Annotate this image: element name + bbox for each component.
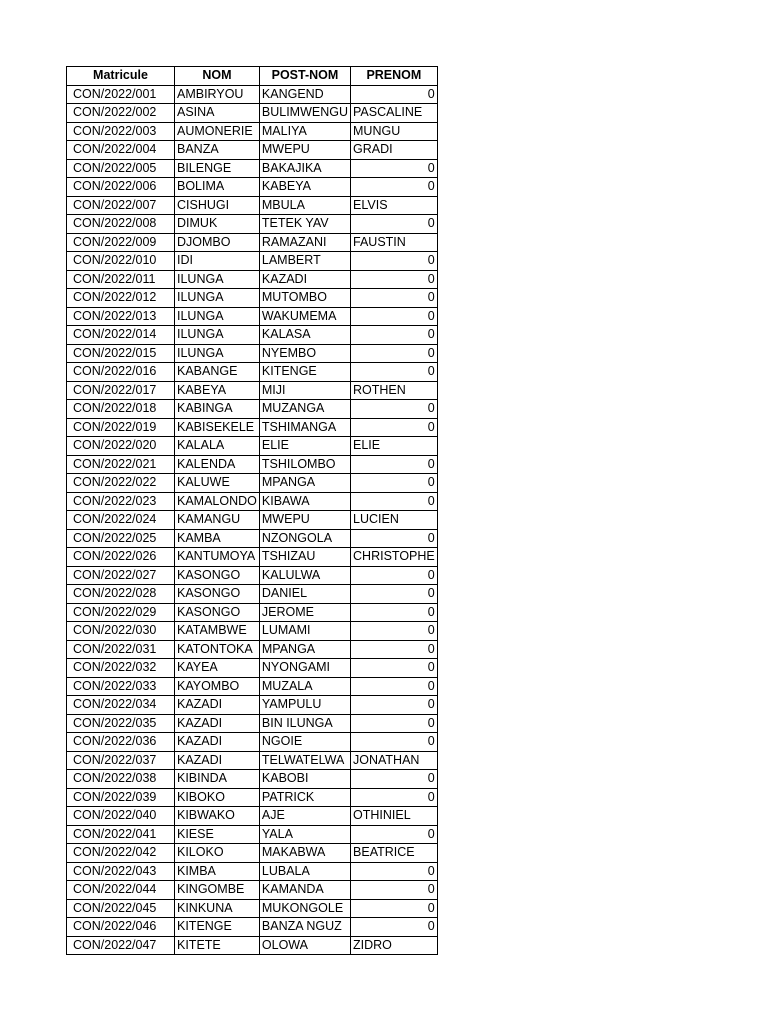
cell-matricule: CON/2022/028 — [67, 585, 175, 604]
cell-prenom: 0 — [351, 788, 438, 807]
cell-prenom: 0 — [351, 881, 438, 900]
cell-post-nom: MPANGA — [259, 640, 350, 659]
cell-nom: ILUNGA — [175, 307, 260, 326]
table-row — [67, 640, 438, 659]
cell-post-nom: RAMAZANI — [259, 233, 350, 252]
cell-nom: KANTUMOYA — [175, 548, 260, 567]
table-row — [67, 233, 438, 252]
cell-nom: ILUNGA — [175, 326, 260, 345]
table-row — [67, 141, 438, 160]
cell-prenom: CHRISTOPHE — [351, 548, 438, 567]
table-row — [67, 622, 438, 641]
table-row — [67, 289, 438, 308]
cell-prenom: 0 — [351, 696, 438, 715]
cell-matricule: CON/2022/020 — [67, 437, 175, 456]
cell-prenom: GRADI — [351, 141, 438, 160]
cell-post-nom: PATRICK — [259, 788, 350, 807]
cell-post-nom: KALULWA — [259, 566, 350, 585]
cell-prenom: 0 — [351, 252, 438, 271]
cell-nom: KAYEA — [175, 659, 260, 678]
cell-matricule: CON/2022/041 — [67, 825, 175, 844]
cell-nom: KAZADI — [175, 733, 260, 752]
cell-matricule: CON/2022/023 — [67, 492, 175, 511]
cell-post-nom: LAMBERT — [259, 252, 350, 271]
cell-post-nom: BAKAJIKA — [259, 159, 350, 178]
cell-prenom: LUCIEN — [351, 511, 438, 530]
table-row — [67, 307, 438, 326]
cell-prenom: BEATRICE — [351, 844, 438, 863]
cell-prenom: 0 — [351, 270, 438, 289]
cell-matricule: CON/2022/018 — [67, 400, 175, 419]
table-row — [67, 326, 438, 345]
roster-table — [66, 66, 438, 955]
table-row — [67, 548, 438, 567]
cell-prenom: 0 — [351, 733, 438, 752]
cell-post-nom: DANIEL — [259, 585, 350, 604]
cell-nom: KAZADI — [175, 714, 260, 733]
table-row — [67, 825, 438, 844]
cell-prenom: 0 — [351, 899, 438, 918]
cell-matricule: CON/2022/003 — [67, 122, 175, 141]
table-row — [67, 770, 438, 789]
table-row — [67, 585, 438, 604]
cell-post-nom: NZONGOLA — [259, 529, 350, 548]
cell-nom: DJOMBO — [175, 233, 260, 252]
cell-matricule: CON/2022/016 — [67, 363, 175, 382]
table-row — [67, 677, 438, 696]
cell-post-nom: WAKUMEMA — [259, 307, 350, 326]
cell-prenom: 0 — [351, 492, 438, 511]
cell-post-nom: MUZALA — [259, 677, 350, 696]
cell-matricule: CON/2022/019 — [67, 418, 175, 437]
cell-nom: ILUNGA — [175, 289, 260, 308]
cell-matricule: CON/2022/014 — [67, 326, 175, 345]
table-row — [67, 381, 438, 400]
cell-matricule: CON/2022/031 — [67, 640, 175, 659]
cell-nom: KATAMBWE — [175, 622, 260, 641]
header-nom: NOM — [175, 67, 260, 86]
table-header — [67, 67, 438, 86]
cell-nom: ILUNGA — [175, 270, 260, 289]
cell-post-nom: MUZANGA — [259, 400, 350, 419]
cell-matricule: CON/2022/006 — [67, 178, 175, 197]
cell-post-nom: MIJI — [259, 381, 350, 400]
header-matricule: Matricule — [67, 67, 175, 86]
table-row — [67, 122, 438, 141]
cell-prenom: 0 — [351, 529, 438, 548]
table-row — [67, 511, 438, 530]
cell-prenom: 0 — [351, 714, 438, 733]
cell-prenom: 0 — [351, 159, 438, 178]
cell-matricule: CON/2022/032 — [67, 659, 175, 678]
cell-prenom: 0 — [351, 585, 438, 604]
cell-post-nom: OLOWA — [259, 936, 350, 955]
cell-matricule: CON/2022/015 — [67, 344, 175, 363]
cell-post-nom: KABOBI — [259, 770, 350, 789]
cell-nom: ILUNGA — [175, 344, 260, 363]
cell-post-nom: TSHILOMBO — [259, 455, 350, 474]
cell-matricule: CON/2022/001 — [67, 85, 175, 104]
cell-nom: KABEYA — [175, 381, 260, 400]
cell-prenom: 0 — [351, 603, 438, 622]
cell-post-nom: KABEYA — [259, 178, 350, 197]
cell-prenom: 0 — [351, 455, 438, 474]
cell-matricule: CON/2022/021 — [67, 455, 175, 474]
cell-nom: BOLIMA — [175, 178, 260, 197]
table-row — [67, 733, 438, 752]
table-row — [67, 196, 438, 215]
cell-prenom: 0 — [351, 770, 438, 789]
cell-nom: KALUWE — [175, 474, 260, 493]
table-row — [67, 492, 438, 511]
cell-prenom: 0 — [351, 640, 438, 659]
cell-nom: KIBOKO — [175, 788, 260, 807]
cell-prenom: OTHINIEL — [351, 807, 438, 826]
cell-post-nom: JEROME — [259, 603, 350, 622]
cell-nom: KATONTOKA — [175, 640, 260, 659]
cell-post-nom: NYEMBO — [259, 344, 350, 363]
cell-matricule: CON/2022/039 — [67, 788, 175, 807]
cell-post-nom: TELWATELWA — [259, 751, 350, 770]
table-row — [67, 344, 438, 363]
cell-prenom: 0 — [351, 825, 438, 844]
header-row — [67, 67, 438, 86]
table-row — [67, 159, 438, 178]
cell-matricule: CON/2022/025 — [67, 529, 175, 548]
cell-matricule: CON/2022/004 — [67, 141, 175, 160]
cell-prenom: 0 — [351, 178, 438, 197]
cell-nom: KIBINDA — [175, 770, 260, 789]
cell-matricule: CON/2022/047 — [67, 936, 175, 955]
cell-post-nom: KITENGE — [259, 363, 350, 382]
cell-prenom: 0 — [351, 344, 438, 363]
table-row — [67, 252, 438, 271]
cell-post-nom: MPANGA — [259, 474, 350, 493]
cell-post-nom: TSHIMANGA — [259, 418, 350, 437]
cell-post-nom: BIN ILUNGA — [259, 714, 350, 733]
cell-matricule: CON/2022/036 — [67, 733, 175, 752]
cell-nom: KALENDA — [175, 455, 260, 474]
table-row — [67, 363, 438, 382]
cell-prenom: 0 — [351, 215, 438, 234]
cell-post-nom: MUTOMBO — [259, 289, 350, 308]
table-row — [67, 455, 438, 474]
cell-post-nom: MWEPU — [259, 141, 350, 160]
table-row — [67, 178, 438, 197]
table-row — [67, 918, 438, 937]
table-row — [67, 400, 438, 419]
table-row — [67, 714, 438, 733]
cell-prenom: 0 — [351, 85, 438, 104]
cell-nom: KABISEKELE — [175, 418, 260, 437]
cell-post-nom: MALIYA — [259, 122, 350, 141]
cell-matricule: CON/2022/009 — [67, 233, 175, 252]
cell-post-nom: NGOIE — [259, 733, 350, 752]
cell-prenom: 0 — [351, 474, 438, 493]
cell-prenom: PASCALINE — [351, 104, 438, 123]
table-row — [67, 104, 438, 123]
cell-prenom: 0 — [351, 400, 438, 419]
cell-nom: DIMUK — [175, 215, 260, 234]
cell-matricule: CON/2022/030 — [67, 622, 175, 641]
cell-post-nom: MAKABWA — [259, 844, 350, 863]
cell-nom: AMBIRYOU — [175, 85, 260, 104]
cell-matricule: CON/2022/005 — [67, 159, 175, 178]
table-row — [67, 418, 438, 437]
cell-post-nom: YALA — [259, 825, 350, 844]
table-row — [67, 215, 438, 234]
cell-post-nom: AJE — [259, 807, 350, 826]
cell-matricule: CON/2022/012 — [67, 289, 175, 308]
cell-nom: KASONGO — [175, 566, 260, 585]
cell-nom: KAMANGU — [175, 511, 260, 530]
cell-prenom: 0 — [351, 862, 438, 881]
cell-matricule: CON/2022/040 — [67, 807, 175, 826]
cell-nom: KITENGE — [175, 918, 260, 937]
cell-post-nom: BULIMWENGU — [259, 104, 350, 123]
cell-matricule: CON/2022/002 — [67, 104, 175, 123]
cell-prenom: 0 — [351, 659, 438, 678]
cell-matricule: CON/2022/010 — [67, 252, 175, 271]
cell-prenom: 0 — [351, 622, 438, 641]
cell-matricule: CON/2022/038 — [67, 770, 175, 789]
cell-post-nom: KAMANDA — [259, 881, 350, 900]
cell-matricule: CON/2022/022 — [67, 474, 175, 493]
cell-nom: KILOKO — [175, 844, 260, 863]
cell-matricule: CON/2022/046 — [67, 918, 175, 937]
cell-nom: KITETE — [175, 936, 260, 955]
cell-post-nom: KAZADI — [259, 270, 350, 289]
cell-nom: KASONGO — [175, 585, 260, 604]
cell-matricule: CON/2022/027 — [67, 566, 175, 585]
cell-post-nom: KIBAWA — [259, 492, 350, 511]
cell-post-nom: KANGEND — [259, 85, 350, 104]
cell-prenom: 0 — [351, 918, 438, 937]
table-row — [67, 862, 438, 881]
cell-nom: KINKUNA — [175, 899, 260, 918]
cell-post-nom: KALASA — [259, 326, 350, 345]
cell-post-nom: MWEPU — [259, 511, 350, 530]
cell-nom: IDI — [175, 252, 260, 271]
cell-matricule: CON/2022/029 — [67, 603, 175, 622]
cell-nom: KAMBA — [175, 529, 260, 548]
table-row — [67, 844, 438, 863]
cell-nom: KAZADI — [175, 696, 260, 715]
cell-prenom: 0 — [351, 363, 438, 382]
cell-matricule: CON/2022/017 — [67, 381, 175, 400]
cell-matricule: CON/2022/037 — [67, 751, 175, 770]
table-row — [67, 696, 438, 715]
cell-nom: KIBWAKO — [175, 807, 260, 826]
cell-prenom: JONATHAN — [351, 751, 438, 770]
cell-nom: KALALA — [175, 437, 260, 456]
table-row — [67, 474, 438, 493]
table-row — [67, 751, 438, 770]
cell-prenom: ZIDRO — [351, 936, 438, 955]
table-row — [67, 603, 438, 622]
cell-matricule: CON/2022/013 — [67, 307, 175, 326]
cell-post-nom: ELIE — [259, 437, 350, 456]
cell-post-nom: TETEK YAV — [259, 215, 350, 234]
cell-nom: KABANGE — [175, 363, 260, 382]
cell-matricule: CON/2022/033 — [67, 677, 175, 696]
table-row — [67, 437, 438, 456]
cell-matricule: CON/2022/042 — [67, 844, 175, 863]
table-row — [67, 659, 438, 678]
table-row — [67, 936, 438, 955]
cell-post-nom: BANZA NGUZ — [259, 918, 350, 937]
cell-post-nom: NYONGAMI — [259, 659, 350, 678]
header-post-nom: POST-NOM — [259, 67, 350, 86]
cell-post-nom: MUKONGOLE — [259, 899, 350, 918]
cell-nom: BILENGE — [175, 159, 260, 178]
cell-matricule: CON/2022/007 — [67, 196, 175, 215]
table-body — [67, 85, 438, 955]
cell-post-nom: LUMAMI — [259, 622, 350, 641]
cell-nom: KINGOMBE — [175, 881, 260, 900]
cell-matricule: CON/2022/024 — [67, 511, 175, 530]
table-row — [67, 270, 438, 289]
cell-nom: KAMALONDO — [175, 492, 260, 511]
cell-prenom: FAUSTIN — [351, 233, 438, 252]
cell-nom: KASONGO — [175, 603, 260, 622]
cell-prenom: 0 — [351, 289, 438, 308]
cell-matricule: CON/2022/011 — [67, 270, 175, 289]
cell-prenom: ELVIS — [351, 196, 438, 215]
cell-matricule: CON/2022/043 — [67, 862, 175, 881]
cell-nom: KAZADI — [175, 751, 260, 770]
cell-matricule: CON/2022/008 — [67, 215, 175, 234]
cell-prenom: 0 — [351, 418, 438, 437]
cell-nom: BANZA — [175, 141, 260, 160]
cell-prenom: ROTHEN — [351, 381, 438, 400]
cell-nom: KAYOMBO — [175, 677, 260, 696]
table-row — [67, 807, 438, 826]
cell-prenom: ELIE — [351, 437, 438, 456]
cell-prenom: MUNGU — [351, 122, 438, 141]
cell-nom: KABINGA — [175, 400, 260, 419]
cell-nom: CISHUGI — [175, 196, 260, 215]
cell-matricule: CON/2022/044 — [67, 881, 175, 900]
cell-post-nom: LUBALA — [259, 862, 350, 881]
cell-prenom: 0 — [351, 326, 438, 345]
table-row — [67, 788, 438, 807]
cell-post-nom: MBULA — [259, 196, 350, 215]
table-row — [67, 566, 438, 585]
table-row — [67, 85, 438, 104]
cell-nom: ASINA — [175, 104, 260, 123]
cell-matricule: CON/2022/035 — [67, 714, 175, 733]
cell-prenom: 0 — [351, 566, 438, 585]
header-prenom: PRENOM — [351, 67, 438, 86]
cell-nom: AUMONERIE — [175, 122, 260, 141]
table-row — [67, 899, 438, 918]
cell-prenom: 0 — [351, 307, 438, 326]
table-row — [67, 881, 438, 900]
cell-post-nom: YAMPULU — [259, 696, 350, 715]
cell-matricule: CON/2022/034 — [67, 696, 175, 715]
cell-matricule: CON/2022/045 — [67, 899, 175, 918]
cell-prenom: 0 — [351, 677, 438, 696]
cell-matricule: CON/2022/026 — [67, 548, 175, 567]
cell-post-nom: TSHIZAU — [259, 548, 350, 567]
cell-nom: KIMBA — [175, 862, 260, 881]
table-row — [67, 529, 438, 548]
cell-nom: KIESE — [175, 825, 260, 844]
